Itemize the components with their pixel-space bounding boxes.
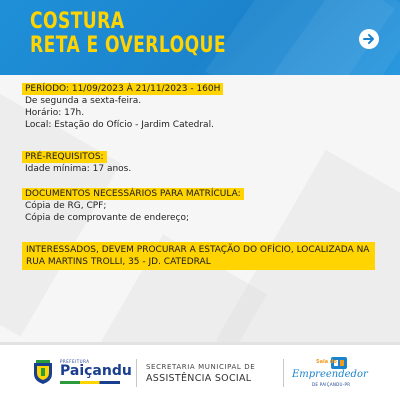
- interessados-notice: [22, 242, 375, 270]
- page-title: [30, 10, 226, 58]
- documentos-section: [22, 188, 244, 224]
- title-line-2: RETA E OVERLOQUE: [30, 33, 226, 58]
- title-line-1: COSTURA: [30, 9, 125, 34]
- periodo-section: [22, 83, 223, 131]
- prerequisitos-label: PRÉ-REQUISITOS:: [22, 151, 107, 163]
- sala-empreendedor-name: Empreendedor: [292, 369, 368, 380]
- sala-label: Sala do: [316, 359, 337, 365]
- prefeitura-crest-icon: [32, 359, 54, 385]
- interessados-line-2: RUA MARTINS TROLLI, 35 - JD. CATEDRAL: [26, 257, 211, 267]
- periodo-location: Local: Estação do Ofício - Jardim Catedral.: [25, 120, 214, 130]
- arrow-right-icon: [362, 32, 376, 46]
- prefeitura-name: Paiçandu: [60, 363, 132, 379]
- secretaria-line-2: ASSISTÊNCIA SOCIAL: [146, 373, 252, 384]
- secretaria-line-1: SECRETARIA MUNICIPAL DE: [146, 363, 256, 371]
- content-panel: [0, 75, 400, 342]
- prefeitura-label: PREFEITURA: [60, 359, 90, 364]
- prerequisitos-section: [22, 151, 131, 175]
- documentos-label: DOCUMENTOS NECESSÁRIOS PARA MATRÍCULA:: [22, 188, 244, 200]
- footer-divider: [283, 359, 284, 387]
- header-band: [0, 0, 400, 75]
- next-button[interactable]: [359, 29, 379, 49]
- footer: [0, 342, 400, 400]
- prerequisitos-age: Idade mínima: 17 anos.: [25, 164, 132, 174]
- periodo-days: De segunda a sexta-feira.: [25, 96, 142, 106]
- sala-location: DE PAIÇANDU-PR: [312, 382, 351, 387]
- interessados-line-1: INTERESSADOS, DEVEM PROCURAR A ESTAÇÃO DO OFÍCIO, LOCALIZADA NA: [26, 245, 370, 255]
- periodo-time: Horário: 17h.: [25, 108, 85, 118]
- prefeitura-color-bars: [60, 381, 120, 384]
- documentos-rg: Cópia de RG, CPF;: [25, 201, 107, 211]
- documentos-endereco: Cópia de comprovante de endereço;: [25, 213, 190, 223]
- footer-divider: [136, 359, 137, 387]
- periodo-label: PERÍODO: 11/09/2023 À 21/11/2023 - 160H: [22, 83, 223, 95]
- interessados-section: [22, 242, 375, 270]
